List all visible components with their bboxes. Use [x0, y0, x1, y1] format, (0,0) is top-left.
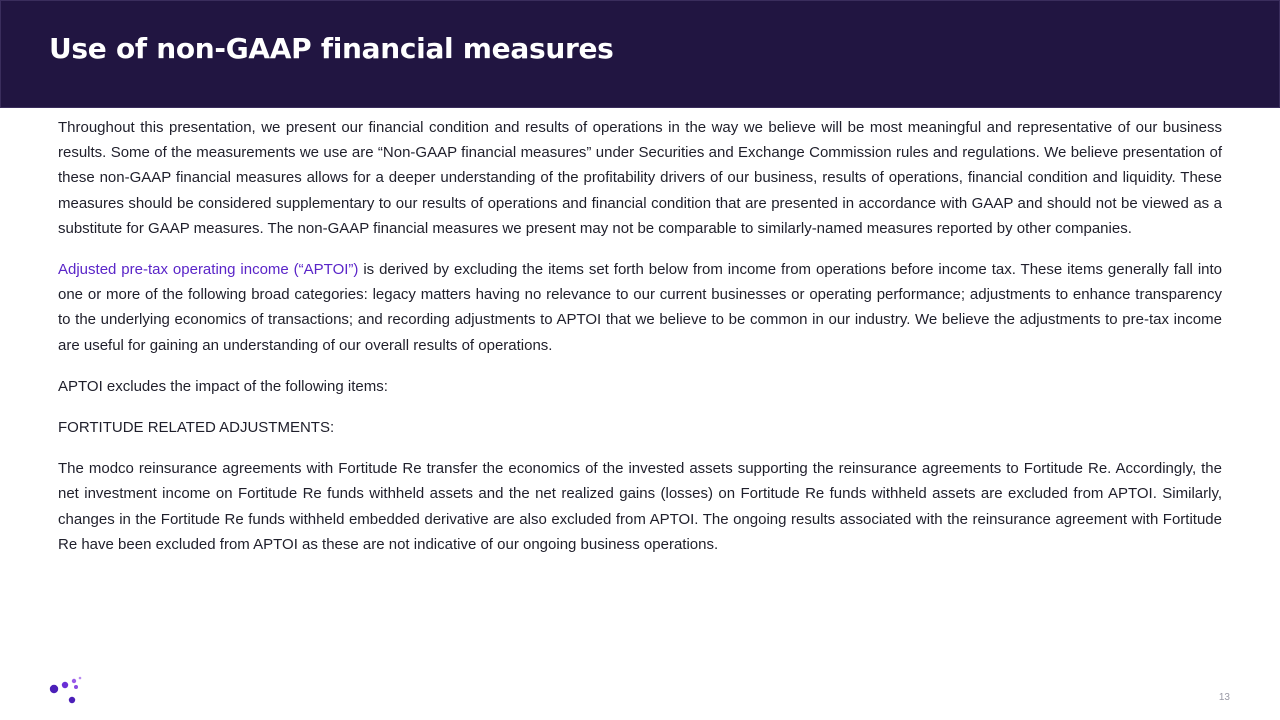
page-number: 13 [1218, 692, 1230, 703]
logo-dot [50, 685, 58, 693]
logo-dot [79, 677, 82, 680]
logo-dot [72, 679, 76, 683]
excludes-intro: APTOI excludes the impact of the following items: [58, 377, 388, 395]
intro-paragraph: Throughout this presentation, we present our financial condition and results of operations in the way we believe will be most meaningful and representative of our business results. Some of the measurements we use are “Non-GAAP financial measures” under Securities and Exchange Commission rules and regulations. We believe presentation of these non-GAAP financial measures allows for a deeper understanding of the profitability drivers of our business, results of operations, financial condition and liquidity. These measures should be considered supplementary to our results of operations and financial condition that are presented in accordance with GAAP and should not be viewed as a substitute for GAAP measures. The non-GAAP financial measures we present may not be comparable to similarly-named measures reported by other companies. [58, 119, 1222, 237]
aptoi-paragraph [58, 257, 1222, 358]
logo-dot [74, 685, 78, 689]
logo-dot [62, 682, 68, 688]
section-heading-fortitude: FORTITUDE RELATED ADJUSTMENTS: [58, 419, 335, 437]
body-text [58, 115, 1222, 573]
header-banner [0, 0, 1280, 108]
aptoi-term: Adjusted pre-tax operating income (“APTOI”) [58, 261, 359, 279]
aptoi-description: is derived by excluding the items set forth below from income from operations before income tax. These items generally fall into one or more of the following broad categories: legacy matters having no relevance to our current businesses or operating performance; adjustments to enhance transparency to the underlying economics of transactions; and recording adjustments to APTOI that we believe to be common in our industry. We believe the adjustments to pre-tax income are useful for gaining an understanding of our overall results of operations. [58, 261, 1223, 354]
fortitude-paragraph: The modco reinsurance agreements with Fortitude Re transfer the economics of the invested assets supporting the reinsurance agreements to Fortitude Re. Accordingly, the net investment income on Fortitude Re funds withheld assets and the net realized gains (losses) on Fortitude Re funds withheld assets are excluded from APTOI. Similarly, changes in the Fortitude Re funds withheld embedded derivative are also excluded from APTOI. The ongoing results associated with the reinsurance agreement with Fortitude Re have been excluded from APTOI as these are not indicative of our ongoing business operations. [58, 460, 1222, 553]
dots-logo-icon [48, 676, 84, 706]
page-title: Use of non-GAAP financial measures [49, 32, 614, 65]
logo-dot [69, 697, 75, 703]
